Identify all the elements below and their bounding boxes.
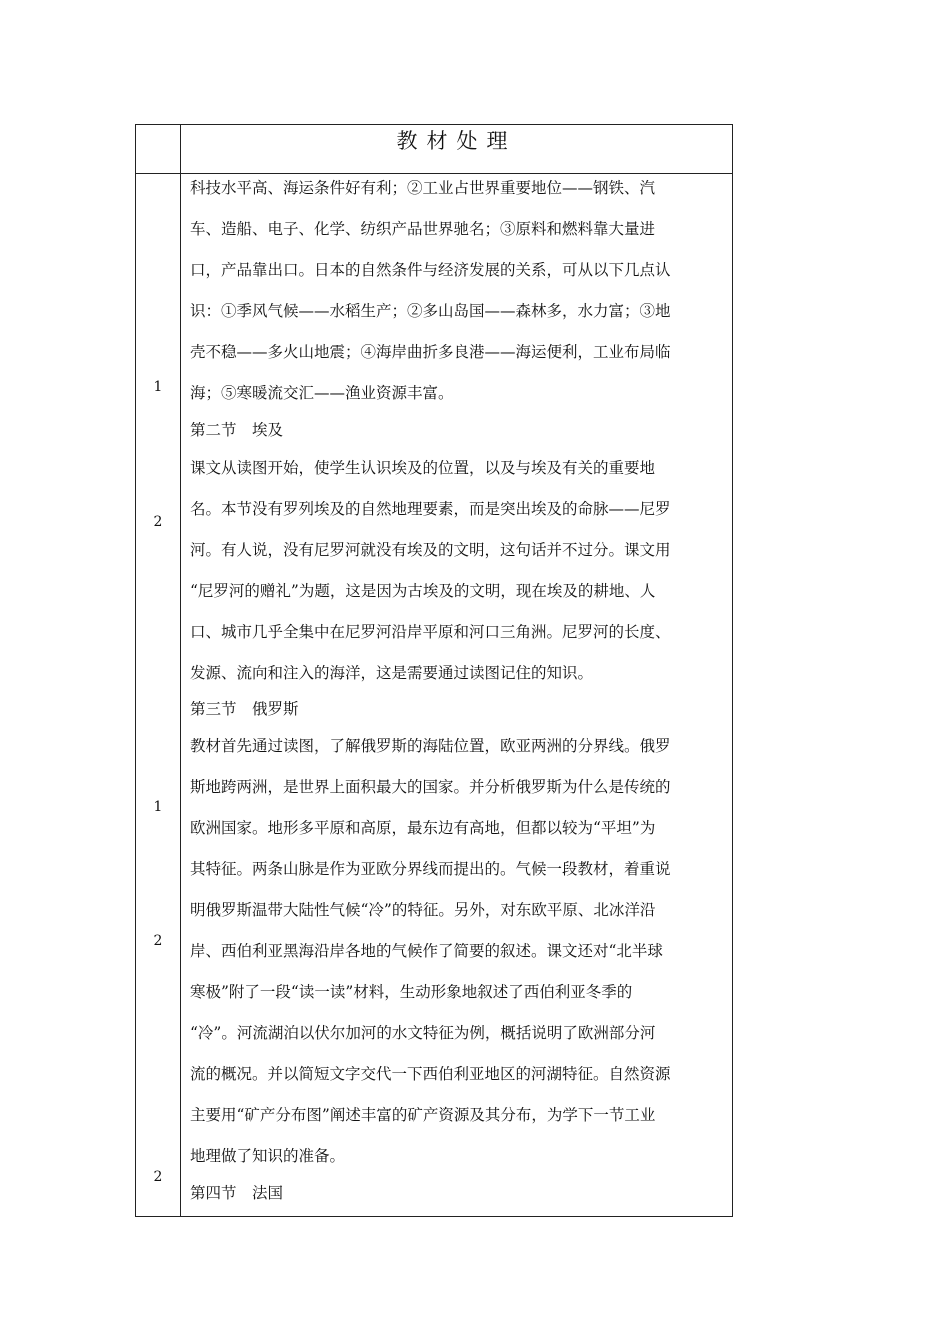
text-line: 欧洲国家。地形多平原和高原，最东边有高地，但都以较为“平坦”为: [190, 819, 656, 837]
section-heading: 第三节 俄罗斯: [190, 700, 299, 718]
row-number: 1: [153, 799, 163, 815]
text-line: 课文从读图开始，使学生认识埃及的位置，以及与埃及有关的重要地: [190, 459, 656, 477]
section-heading: 第四节 法国: [190, 1184, 284, 1202]
text-line: 口，产品靠出口。日本的自然条件与经济发展的关系，可从以下几点认: [190, 261, 671, 279]
text-line: “冷”。河流湖泊以伏尔加河的水文特征为例，概括说明了欧洲部分河: [190, 1024, 656, 1042]
row-number: 2: [153, 1169, 163, 1185]
text-line: 名。本节没有罗列埃及的自然地理要素，而是突出埃及的命脉——尼罗: [190, 500, 671, 518]
text-line: 流的概况。并以简短文字交代一下西伯利亚地区的河湖特征。自然资源: [190, 1065, 671, 1083]
table-header: 教材处理: [396, 129, 517, 153]
lesson-table: [135, 124, 733, 1217]
section-heading: 第二节 埃及: [190, 421, 284, 439]
text-line: 主要用“矿产分布图”阐述丰富的矿产资源及其分布，为学下一节工业: [190, 1106, 656, 1124]
text-line: 寒极”附了一段“读一读”材料，生动形象地叙述了西伯利亚冬季的: [190, 983, 633, 1001]
text-line: 教材首先通过读图，了解俄罗斯的海陆位置，欧亚两洲的分界线。俄罗: [190, 737, 671, 755]
text-line: 斯地跨两洲，是世界上面积最大的国家。并分析俄罗斯为什么是传统的: [190, 778, 671, 796]
column-divider: [180, 125, 181, 1216]
text-line: 其特征。两条山脉是作为亚欧分界线而提出的。气候一段教材，着重说: [190, 860, 671, 878]
row-number: 1: [153, 379, 163, 395]
row-number: 2: [153, 514, 163, 530]
text-line: 车、造船、电子、化学、纺织产品世界驰名；③原料和燃料靠大量进: [190, 220, 656, 238]
text-line: 科技水平高、海运条件好有利；②工业占世界重要地位——钢铁、汽: [190, 179, 656, 197]
row-number: 2: [153, 933, 163, 949]
text-line: 识：①季风气候——水稻生产；②多山岛国——森林多，水力富；③地: [190, 302, 671, 320]
text-line: 河。有人说，没有尼罗河就没有埃及的文明，这句话并不过分。课文用: [190, 541, 671, 559]
text-line: 发源、流向和注入的海洋，这是需要通过读图记住的知识。: [190, 664, 594, 682]
text-line: “尼罗河的赠礼”为题，这是因为古埃及的文明，现在埃及的耕地、人: [190, 582, 656, 600]
text-line: 壳不稳——多火山地震；④海岸曲折多良港——海运便利，工业布局临: [190, 343, 671, 361]
text-line: 明俄罗斯温带大陆性气候“冷”的特征。另外，对东欧平原、北冰洋沿: [190, 901, 656, 919]
text-line: 岸、西伯利亚黑海沿岸各地的气候作了简要的叙述。课文还对“北半球: [190, 942, 663, 960]
text-line: 地理做了知识的准备。: [190, 1147, 346, 1165]
text-line: 口、城市几乎全集中在尼罗河沿岸平原和河口三角洲。尼罗河的长度、: [190, 623, 671, 641]
text-line: 海；⑤寒暖流交汇——渔业资源丰富。: [190, 384, 454, 402]
